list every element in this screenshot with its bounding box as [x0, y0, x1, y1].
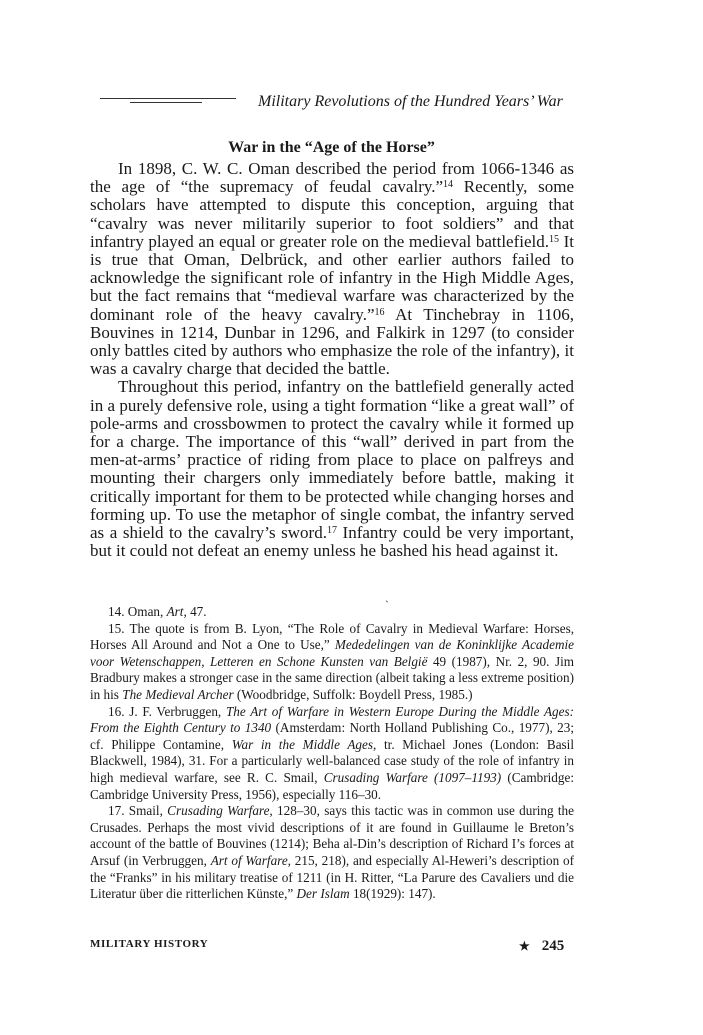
footnote-16: 16. J. F. Verbruggen, The Art of Warfare in Western Europe During the Middle Ages: From the Eighth Century to 1340 (Amsterdam: North Holland Publishing Co., 1977), 23; cf. Philippe Contamine, War in the Middle Ages, tr. Michael Jones (London: Basil Blackwell, 1984), 31. For a particularly well-balanced case study of the role of infantry in high medieval warfare, see R. C. Smail, Crusading Warfare (1097–1193) (Cambridge: Cambridge University Press, 1956), especially 116–30. — [90, 703, 575, 802]
footnote-ref-16: 16 — [374, 306, 385, 318]
running-head: Military Revolutions of the Hundred Years’ War — [258, 93, 563, 110]
footnote-ref-15: 15 — [549, 233, 560, 245]
page-number: 245 — [541, 938, 565, 954]
footer-page — [519, 938, 564, 955]
footnote-ref-14: 14 — [443, 179, 454, 191]
header-rule-bottom — [130, 102, 202, 103]
footnote-15: 15. The quote is from B. Lyon, “The Role of Cavalry in Medieval Warfare: Horses, Horses All Around and Not a One to Use,” Mededelingen van de Koninklijke Academie voor Wetenschappen, Letteren en Schone Kunsten van België 49 (1987), Nr. 2, 90. Jim Bradbury makes a stronger case in the same direction (albeit taking a less extreme position) in his The Medieval Archer (Woodbridge, Suffolk: Boydell Press, 1985.) — [90, 620, 575, 702]
body-paragraph-2: Throughout this period, infantry on the battlefield generally acted in a purely defensive role, using a tight formation “like a great wall” of pole-arms and crossbowmen to protect the cavalry while it formed up for a charge. The importance of this “wall” derived in part from the men-at-arms’ practice of riding from place to place on palfreys and mounting their chargers only immediately before battle, making it critically important for them to be protected while changing horses and forming up. To use the metaphor of single combat, the infantry served as a shield to the cavalry’s sword.$^{17}$ Infantry could be very important, but it could not defeat an enemy unless he bashed his head against it. — [90, 377, 575, 561]
footnote-17: 17. Smail, Crusading Warfare, 128–30, says this tactic was in common use during the Crusades. Perhaps the most vivid descriptions of it are found in Guillaume le Breton’s account of the battle of Bouvines (1214); Beha al-Din’s description of Richard I’s forces at Arsuf (in Verbruggen, Art of Warfare, 215, 218), and especially Al-Heweri’s description of the “Franks” in his military treatise of 1211 (in H. Ritter, “La Parure des Cavaliers und die Literatur über die ritterlichen Künste,” Der Islam 18(1929): 147). — [90, 803, 574, 902]
star-icon: ★ — [519, 939, 530, 953]
footnote-ref-17: 17 — [326, 525, 337, 537]
body-paragraph-1: In 1898, C. W. C. Oman described the period from 1066-1346 as the age of “the supremacy of feudal cavalry.”$^{14}$ Recently, some scholars have attempted to dispute this conception, arguing that “cavalry was never militarily superior to foot soldiers” and that infantry played an equal or greater role on the medieval battlefield.$^{15}$ It is true that Oman, Delbrück, and other earlier authors failed to acknowledge the significant role of infantry in the High Middle Ages, but the fact remains that “medieval warfare was characterized by the dominant role of the heavy cavalry.”$^{16}$ At Tinchebray in 1106, Bouvines in 1214, Dunbar in 1296, and Falkirk in 1297 (to consider only battles cited by authors who emphasize the role of the infantry), it was a cavalry charge that decided the battle. — [90, 159, 575, 379]
header-rule-top — [100, 98, 236, 99]
body-text — [90, 160, 574, 560]
stray-mark: ` — [385, 598, 389, 612]
footer-journal-name: MILITARY HISTORY — [90, 938, 209, 950]
section-title: War in the “Age of the Horse” — [228, 139, 435, 156]
footnotes — [90, 604, 574, 903]
footnote-14: 14. Oman, Art, 47. — [108, 604, 207, 619]
